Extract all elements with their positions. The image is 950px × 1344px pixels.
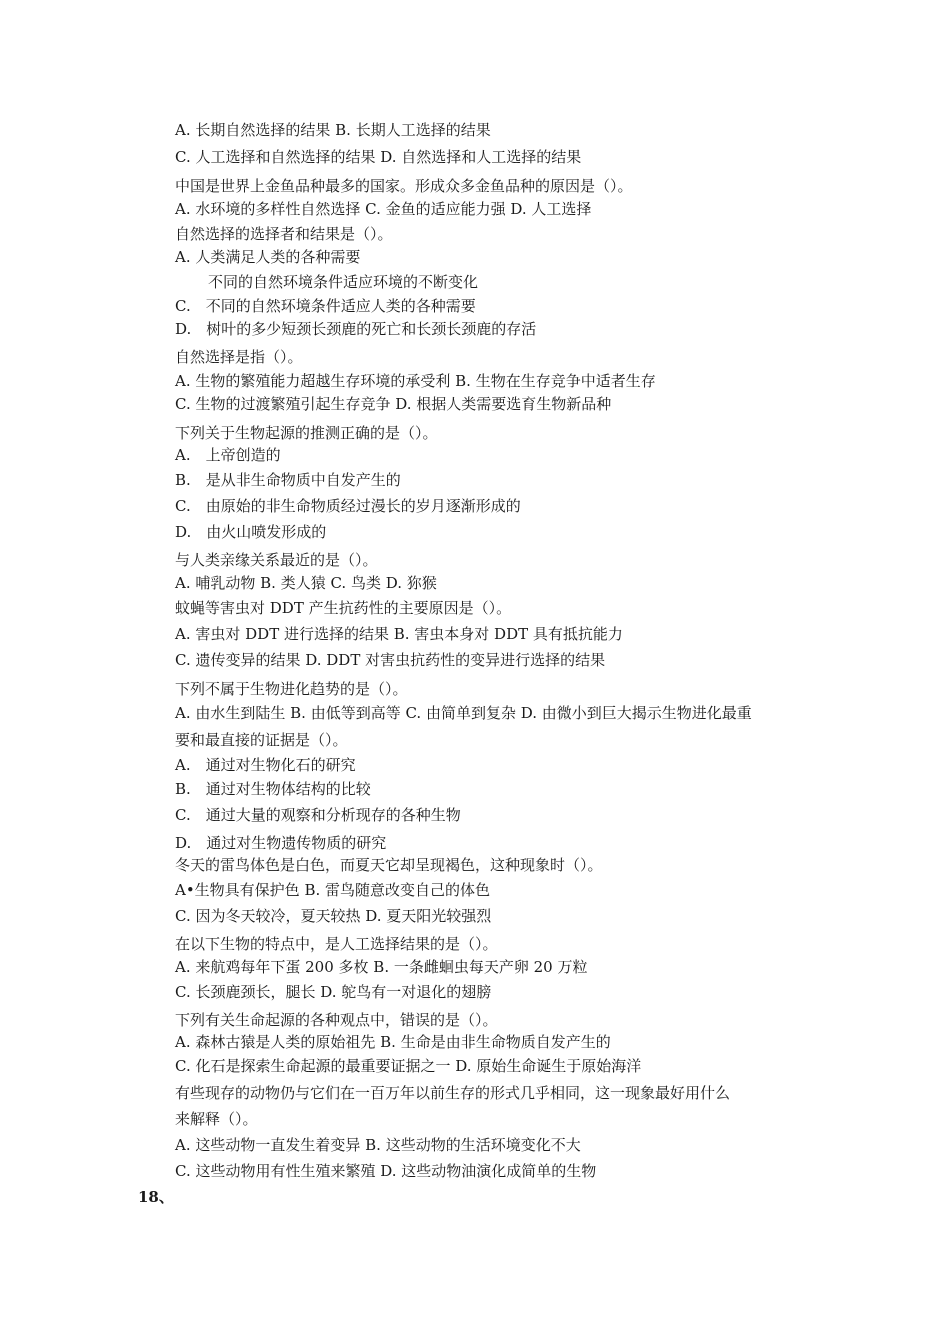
text-line: 冬天的雷鸟体色是白色，而夏天它却呈现褐色，这种现象时（）。 (175, 856, 603, 874)
text-line: 与人类亲缘关系最近的是（）。 (175, 551, 378, 569)
text-line: A. 水环境的多样性自然选择 C. 金鱼的适应能力强 D. 人工选择 (175, 200, 592, 218)
text-line: C. 这些动物用有性生殖来繁殖 D. 这些动物油演化成简单的生物 (175, 1162, 597, 1180)
text-line: 在以下生物的特点中，是人工选择结果的是（）。 (175, 935, 498, 953)
text-line: 有些现存的动物仍与它们在一百万年以前生存的形式几乎相同，这一现象最好用什么 (175, 1084, 731, 1102)
text-line: 不同的自然环境条件适应环境的不断变化 (208, 273, 479, 291)
text-line: C. 因为冬天较冷，夏天较热 D. 夏天阳光较强烈 (175, 907, 492, 925)
text-line: 自然选择是指（）。 (175, 348, 303, 366)
text-line: C. 遗传变异的结果 D. DDT 对害虫抗药性的变异进行选择的结果 (175, 651, 606, 669)
text-line: A. 长期自然选择的结果 B. 长期人工选择的结果 (175, 121, 491, 139)
question-number: 18、 (138, 1188, 174, 1206)
text-line: 下列不属于生物进化趋势的是（）。 (175, 680, 408, 698)
text-line: B. 通过对生物体结构的比较 (175, 780, 371, 798)
text-line: C. 人工选择和自然选择的结果 D. 自然选择和人工选择的结果 (175, 148, 582, 166)
text-line: A. 生物的繁殖能力超越生存环境的承受利 B. 生物在生存竞争中适者生存 (175, 372, 656, 390)
text-line: D. 树叶的多少短颈长颈鹿的死亡和长颈长颈鹿的存活 (175, 320, 537, 338)
text-line: C. 由原始的非生命物质经过漫长的岁月逐渐形成的 (175, 497, 521, 515)
text-line: A. 森林古猿是人类的原始祖先 B. 生命是由非生命物质自发产生的 (175, 1033, 611, 1051)
text-line: D. 由火山喷发形成的 (175, 523, 327, 541)
text-line: C. 通过大量的观察和分析现存的各种生物 (175, 806, 461, 824)
text-line: 蚊蝇等害虫对 DDT 产生抗药性的主要原因是（）。 (175, 599, 512, 617)
text-line: 下列有关生命起源的各种观点中，错误的是（）。 (175, 1011, 498, 1029)
text-line: 来解释（）。 (175, 1110, 258, 1128)
text-line: A. 通过对生物化石的研究 (175, 756, 356, 774)
text-line: 自然选择的选择者和结果是（）。 (175, 225, 393, 243)
text-line: C. 不同的自然环境条件适应人类的各种需要 (175, 297, 476, 315)
text-line: D. 通过对生物遗传物质的研究 (175, 834, 387, 852)
text-line: C. 生物的过渡繁殖引起生存竞争 D. 根据人类需要选育生物新品种 (175, 395, 612, 413)
text-line: A. 人类满足人类的各种需要 (175, 248, 361, 266)
text-line: A•生物具有保护色 B. 雷鸟随意改变自己的体色 (175, 881, 491, 899)
text-line: 下列关于生物起源的推测正确的是（）。 (175, 424, 438, 442)
text-line: A. 哺乳动物 B. 类人猿 C. 鸟类 D. 狝猴 (175, 574, 437, 592)
text-line: A. 这些动物一直发生着变异 B. 这些动物的生活环境变化不大 (175, 1136, 581, 1154)
text-line: C. 长颈鹿颈长，腿长 D. 鸵鸟有一对退化的翅膀 (175, 983, 492, 1001)
text-line: A. 由水生到陆生 B. 由低等到高等 C. 由简单到复杂 D. 由微小到巨大揭示生物进化最重 (175, 704, 752, 722)
text-line: B. 是从非生命物质中自发产生的 (175, 471, 401, 489)
text-line: A. 上帝创造的 (175, 446, 281, 464)
text-line: A. 来航鸡每年下蛋 200 多枚 B. 一条雌蛔虫每天产卵 20 万粒 (175, 958, 588, 976)
text-line: 要和最直接的证据是（）。 (175, 731, 348, 749)
text-line: C. 化石是探索生命起源的最重要证据之一 D. 原始生命诞生于原始海洋 (175, 1057, 642, 1075)
text-line: 中国是世界上金鱼品种最多的国家。形成众多金鱼品种的原因是（）。 (175, 177, 633, 195)
text-line: A. 害虫对 DDT 进行选择的结果 B. 害虫本身对 DDT 具有抵抗能力 (175, 625, 623, 643)
